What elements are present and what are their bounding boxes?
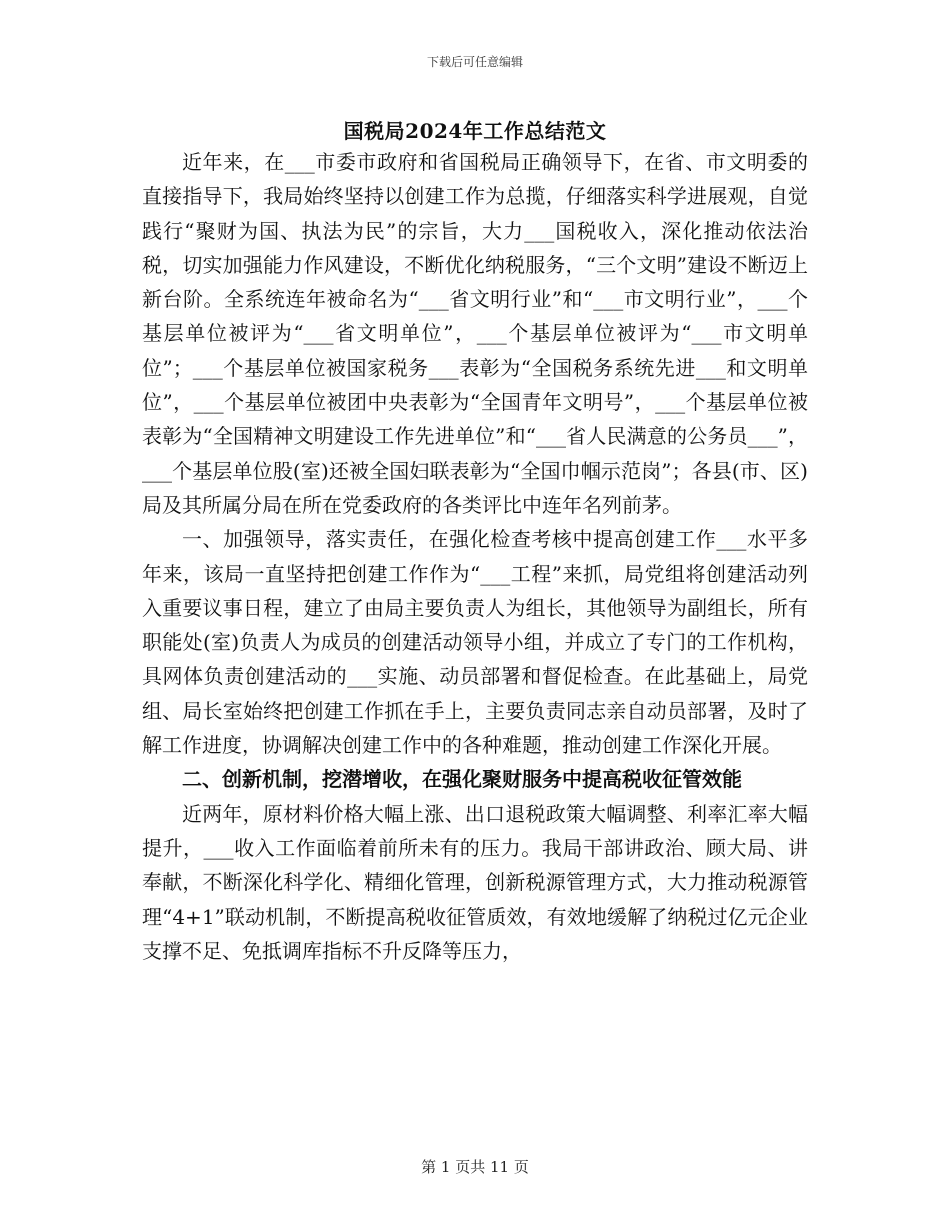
paragraph-section-2: 近两年，原材料价格大幅上涨、出口退税政策大幅调整、利率汇率大幅提升，___收入工作面临着前所未有的压力。我局干部讲政治、顾大局、讲奉献，不断深化科学化、精细化管理，创新税源管理方式，大力推动税源管理“4+1”联动机制，不断提高税收征管质效，有效地缓解了纳税过亿元企业支撑不足、免抵调库指标不升反降等压力， [142, 801, 808, 963]
page-footer: 第 1 页共 11 页 [421, 1158, 529, 1176]
paragraph-intro: 近年来，在___市委市政府和省国税局正确领导下，在省、市文明委的直接指导下，我局始终坚持以创建工作为总揽，仔细落实科学进展观，自觉践行“聚财为国、执法为民”的宗旨，大力___国税收入，深化推动依法治税，切实加强能力作风建设，不断优化纳税服务，“三个文明”建设不断迈上新台阶。全系统连年被命名为“___省文明行业”和“___市文明行业”，___个基层单位被评为“___省文明单位”，___个基层单位被评为“___市文明单位”；___个基层单位被国家税务___表彰为“全国税务系统先进___和文明单位”，___个基层单位被团中央表彰为“全国青年文明号”，___个基层单位被表彰为“全国精神文明建设工作先进单位”和“___省人民满意的公务员___”，___个基层单位股(室)还被全国妇联表彰为“全国巾帼示范岗”；各县(市、区)局及其所属分局在所在党委政府的各类评比中连年名列前茅。 [142, 150, 808, 517]
paragraph-section-1: 一、加强领导，落实责任，在强化检查考核中提高创建工作___水平多年来，该局一直坚持把创建工作作为“___工程”来抓，局党组将创建活动列入重要议事日程，建立了由局主要负责人为组长，其他领导为副组长，所有职能处(室)负责人为成员的创建活动领导小组，并成立了专门的工作机构，具网体负责创建活动的___实施、动员部署和督促检查。在此基础上，局党组、局长室始终把创建工作抓在手上，主要负责同志亲自动员部署，及时了解工作进度，协调解决创建工作中的各种难题，推动创建工作深化开展。 [142, 527, 808, 758]
section-heading-2: 二、创新机制，挖潜增收，在强化聚财服务中提高税收征管效能 [182, 767, 742, 792]
document-body [142, 145, 808, 968]
header-note: 下载后可任意编辑 [426, 55, 523, 69]
document-title: 国税局2024年工作总结范文 [343, 119, 607, 143]
